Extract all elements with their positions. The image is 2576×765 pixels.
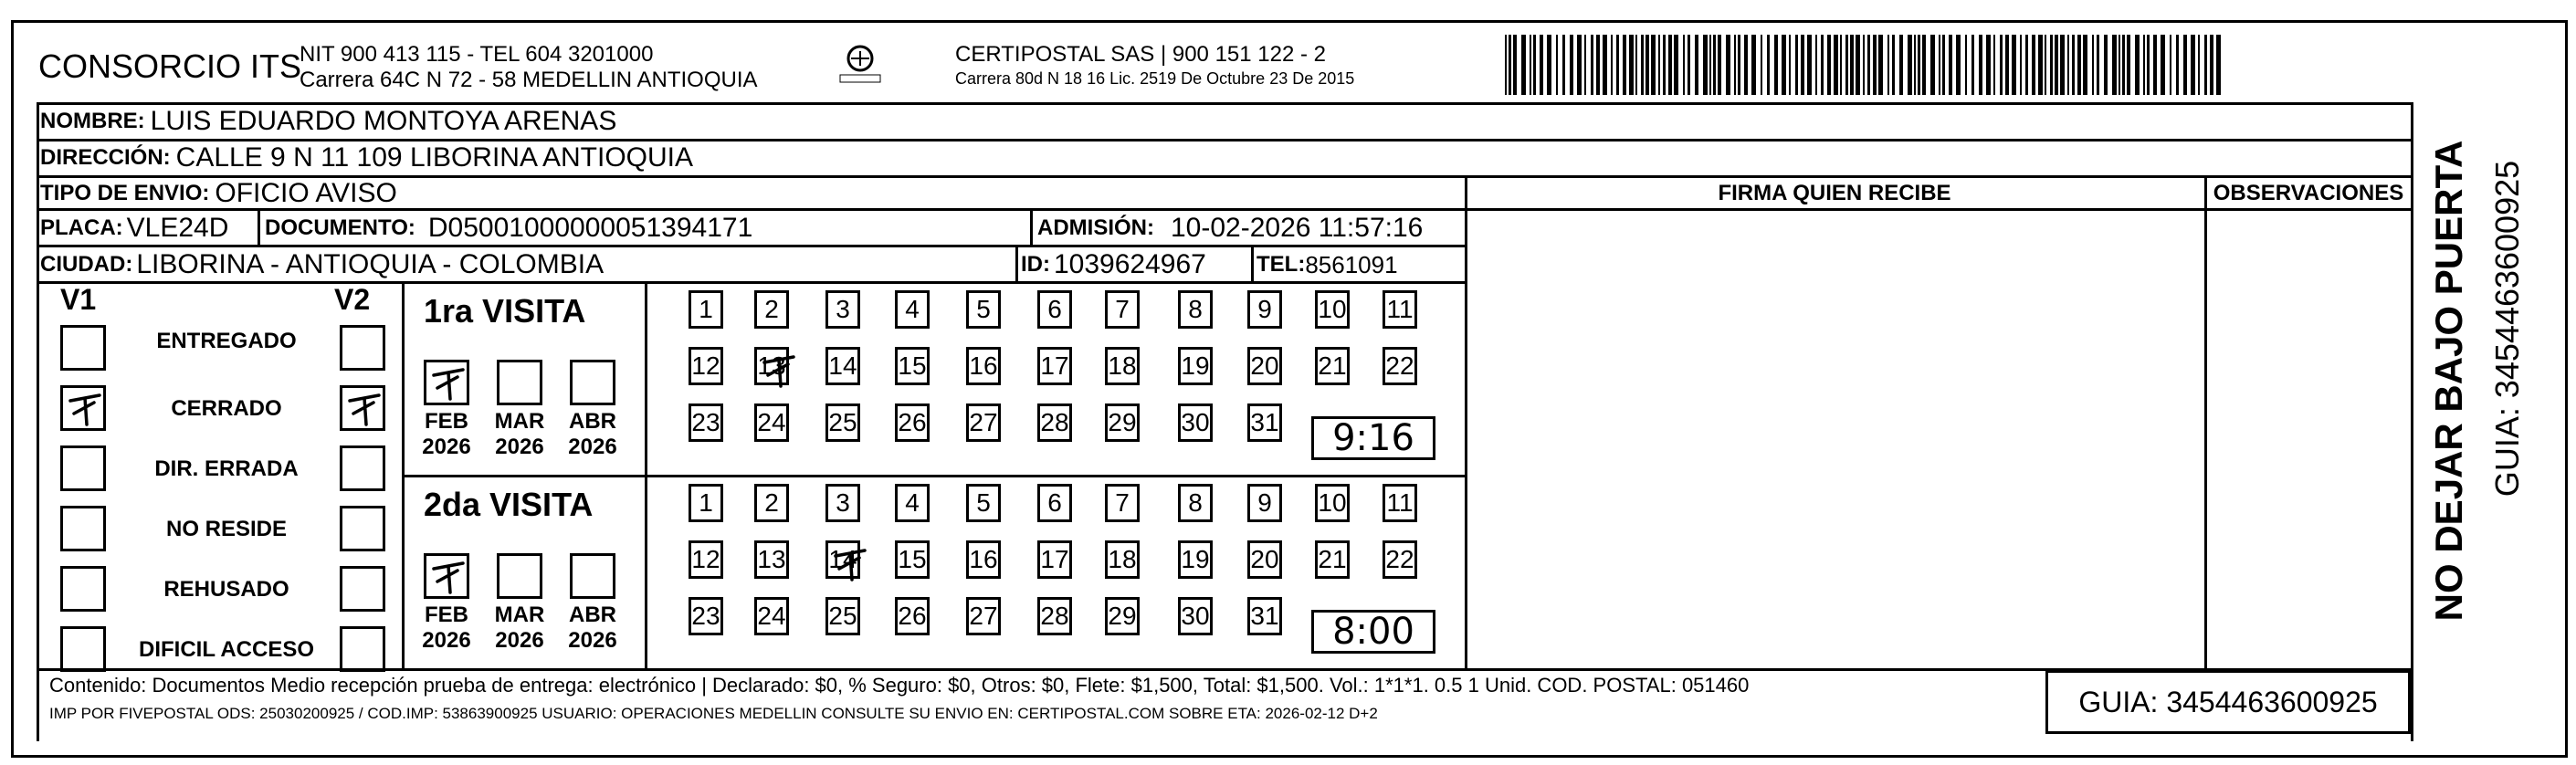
month-year: 2026 [568,435,617,459]
status-label: ENTREGADO [156,329,297,353]
day-cell[interactable] [1383,484,1417,522]
day-number: 19 [1181,545,1210,573]
plate-value: VLE24D [126,213,229,243]
company-nit: NIT 900 413 115 - TEL 604 3201000 [300,42,654,67]
check-mark-icon [67,390,105,428]
signature-header: FIRMA QUIEN RECIBE [1718,181,1951,205]
day-number: 26 [898,408,927,436]
day-number: 8 [1188,488,1203,517]
month-checkbox[interactable] [497,360,542,405]
day-cell[interactable] [1383,347,1417,385]
side-guia: GUIA: 3454463600925 [2488,160,2526,498]
day-number: 31 [1250,602,1279,630]
day-cell[interactable] [825,347,860,385]
observations-header: OBSERVACIONES [2213,181,2404,205]
day-number: 11 [1386,295,1414,323]
day-cell[interactable] [825,484,860,522]
day-cell[interactable] [1315,484,1350,522]
day-cell[interactable] [895,540,930,579]
city-label: CIUDAD: [40,252,133,277]
day-number: 28 [1040,408,1069,436]
admission-label: ADMISIÓN: [1037,215,1154,240]
month-checkbox[interactable] [570,360,615,405]
status-v1-checkbox[interactable] [60,566,106,612]
left-rule [37,102,39,741]
day-number: 12 [691,351,720,380]
day-number: 22 [1385,351,1414,380]
day-cell[interactable] [895,484,930,522]
id-label: ID: [1021,252,1050,277]
status-v1-checkbox[interactable] [60,445,106,491]
day-cell[interactable] [1315,347,1350,385]
day-cell[interactable] [689,347,723,385]
month-label [488,603,552,654]
observations-col-rule [2204,175,2207,668]
status-v2-checkbox[interactable] [340,325,385,371]
day-number: 6 [1047,295,1062,323]
day-number: 1 [699,295,713,323]
day-cell[interactable] [1178,484,1213,522]
id-value: 1039624967 [1054,249,1206,279]
document-label: DOCUMENTO: [265,215,415,240]
day-number: 2 [764,488,779,517]
admission-cell [1037,210,1423,246]
day-cell[interactable] [1178,540,1213,579]
day-cell[interactable] [1037,597,1072,635]
name-value: LUIS EDUARDO MONTOYA ARENAS [150,106,617,136]
tel-value: 8561091 [1305,250,1398,278]
carrier-address: Carrera 80d N 18 16 Lic. 2519 De Octubre 23 De 2015 [955,69,1355,88]
shipping-type-label: TIPO DE ENVIO: [40,181,210,205]
day-cell[interactable] [754,403,789,442]
rule [1015,245,1018,281]
day-cell[interactable] [1178,597,1213,635]
day-cell[interactable] [689,290,723,329]
day-number: 30 [1181,602,1210,630]
day-cell[interactable] [895,403,930,442]
v2-label: V2 [334,283,371,316]
visit-time: 8:00 [1332,611,1414,653]
month-name: FEB [425,409,468,434]
day-number: 5 [976,488,991,517]
document-cell [265,210,752,246]
day-number: 29 [1108,408,1137,436]
barcode [1505,35,2226,95]
company-address: Carrera 64C N 72 - 58 MEDELLIN ANTIOQUIA [300,68,758,92]
day-number: 12 [691,545,720,573]
day-cell[interactable] [966,484,1001,522]
day-cell[interactable] [754,597,789,635]
day-cell[interactable] [1247,403,1282,442]
rule [1030,208,1033,245]
day-number: 11 [1386,488,1414,517]
signature-col-rule [1465,175,1467,668]
day-cell[interactable] [1383,290,1417,329]
plate-label: PLACA: [40,215,123,240]
day-cell[interactable] [825,540,860,579]
month-year: 2026 [422,435,471,459]
visit-1-title: 1ra VISITA [424,292,586,330]
month-name: ABR [569,409,616,434]
day-number: 9 [1257,488,1272,517]
month-year: 2026 [568,628,617,653]
day-number: 18 [1108,351,1137,380]
day-number: 16 [969,351,998,380]
day-number: 6 [1047,488,1062,517]
side-warning: NO DEJAR BAJO PUERTA [2427,140,2470,622]
status-v1-checkbox[interactable] [60,385,106,431]
month-checkbox[interactable] [424,360,469,405]
visit-time-box[interactable] [1311,610,1435,654]
day-number: 21 [1318,351,1347,380]
id-cell [1021,246,1206,283]
document-value: D05001000000051394171 [427,213,753,243]
rule [258,208,260,245]
month-name: ABR [569,603,616,627]
month-checkbox[interactable] [497,553,542,599]
day-cell[interactable] [895,347,930,385]
visit-time: 9:16 [1332,417,1414,459]
address-value: CALLE 9 N 11 109 LIBORINA ANTIOQUIA [175,142,694,173]
day-cell[interactable] [1247,347,1282,385]
day-cell[interactable] [1105,403,1140,442]
day-number: 24 [757,408,786,436]
day-number: 18 [1108,545,1137,573]
day-number: 13 [757,351,786,380]
day-cell[interactable] [1105,290,1140,329]
day-number: 14 [828,351,857,380]
footer-content: Contenido: Documentos Medio recepción prueba de entrega: electrónico | Declarado: $0, % Seguro: $0, Otros: $0, Flete: $1,500, Total: $1,500. Vol.: 1*1*1. 0.5 1 Unid. COD. POSTAL: 051460 [49,674,1750,697]
day-number: 10 [1318,488,1347,517]
day-number: 27 [969,602,998,630]
tel-label: TEL: [1256,252,1306,277]
tel-cell [1256,246,1398,283]
day-cell[interactable] [1105,347,1140,385]
month-label [561,409,625,460]
day-number: 15 [898,545,927,573]
day-number: 29 [1108,602,1137,630]
day-cell[interactable] [895,290,930,329]
day-cell[interactable] [825,403,860,442]
day-cell[interactable] [1247,290,1282,329]
day-number: 21 [1318,545,1347,573]
day-number: 13 [757,545,786,573]
status-v2-checkbox[interactable] [340,506,385,551]
day-cell[interactable] [1247,484,1282,522]
admission-value: 10-02-2026 11:57:16 [1171,213,1424,243]
day-number: 7 [1115,295,1130,323]
day-number: 8 [1188,295,1203,323]
right-rule [2411,102,2413,741]
carrier-name: CERTIPOSTAL SAS | 900 151 122 - 2 [955,42,1326,67]
day-number: 17 [1040,545,1069,573]
day-number: 26 [898,602,927,630]
city-cell [40,246,604,283]
day-cell[interactable] [689,540,723,579]
day-number: 30 [1181,408,1210,436]
day-cell[interactable] [1037,403,1072,442]
day-cell[interactable] [825,290,860,329]
day-number: 23 [691,408,720,436]
day-cell[interactable] [689,597,723,635]
month-name: FEB [425,603,468,627]
day-cell[interactable] [754,484,789,522]
logo-icon [833,40,888,95]
city-value: LIBORINA - ANTIOQUIA - COLOMBIA [136,249,605,279]
day-number: 15 [898,351,927,380]
name-row [40,104,616,139]
day-cell[interactable] [1315,540,1350,579]
month-checkbox[interactable] [570,553,615,599]
day-number: 3 [836,295,850,323]
rule [37,281,1467,284]
day-cell[interactable] [754,540,789,579]
day-number: 1 [699,488,713,517]
day-cell[interactable] [966,347,1001,385]
guia-box [2045,670,2411,734]
footer-print-info: IMP POR FIVEPOSTAL ODS: 25030200925 / COD.IMP: 53863900925 USUARIO: OPERACIONES MEDELLIN CONSULTE SU ENVIO EN: CERTIPOSTAL.COM SOBRE ETA: 2026-02-12 D+2 [49,705,1378,722]
day-cell[interactable] [966,597,1001,635]
day-number: 20 [1250,351,1279,380]
day-number: 2 [764,295,779,323]
day-cell[interactable] [1037,347,1072,385]
day-number: 14 [828,545,857,573]
month-label [415,603,478,654]
rule [1251,245,1254,281]
day-cell[interactable] [1383,540,1417,579]
day-number: 7 [1115,488,1130,517]
day-number: 19 [1181,351,1210,380]
day-cell[interactable] [1105,540,1140,579]
day-cell[interactable] [1105,484,1140,522]
day-number: 17 [1040,351,1069,380]
day-cell[interactable] [754,290,789,329]
check-mark-icon [430,364,468,403]
status-label: CERRADO [171,396,282,421]
day-number: 28 [1040,602,1069,630]
check-mark-icon [346,390,384,428]
day-number: 25 [828,408,857,436]
month-label [561,603,625,654]
month-year: 2026 [495,435,544,459]
day-cell[interactable] [689,484,723,522]
day-number: 31 [1250,408,1279,436]
day-number: 9 [1257,295,1272,323]
day-number: 24 [757,602,786,630]
month-label [488,409,552,460]
v1-label: V1 [60,283,97,316]
day-cell[interactable] [754,347,789,385]
month-label [415,409,478,460]
visit-time-box[interactable] [1311,416,1435,460]
day-number: 23 [691,602,720,630]
day-cell[interactable] [825,597,860,635]
status-label: REHUSADO [163,577,289,602]
shipping-type-value: OFICIO AVISO [215,178,397,208]
day-cell[interactable] [1247,597,1282,635]
day-number: 4 [905,295,920,323]
day-cell[interactable] [1178,290,1213,329]
status-label: NO RESIDE [165,517,288,541]
plate-cell [40,210,228,246]
status-v1-checkbox[interactable] [60,506,106,551]
name-label: NOMBRE: [40,109,145,133]
day-number: 16 [969,545,998,573]
status-v2-checkbox[interactable] [340,566,385,612]
day-cell[interactable] [1178,347,1213,385]
day-cell[interactable] [1105,597,1140,635]
day-cell[interactable] [1037,484,1072,522]
day-number: 10 [1318,295,1347,323]
status-label: DIR. ERRADA [154,456,299,481]
check-mark-icon [832,545,870,583]
month-year: 2026 [422,628,471,653]
guia-value: GUIA: 3454463600925 [2078,685,2378,718]
visit-divider [402,475,1467,477]
day-cell[interactable] [966,540,1001,579]
check-mark-icon [430,558,468,596]
check-mark-icon [761,351,799,390]
address-row [40,141,693,175]
month-year: 2026 [495,628,544,653]
day-number: 4 [905,488,920,517]
day-cell[interactable] [1178,403,1213,442]
certipostal-logo [833,40,888,95]
day-number: 22 [1385,545,1414,573]
status-v2-checkbox[interactable] [340,445,385,491]
day-cell[interactable] [966,403,1001,442]
company-name: CONSORCIO ITS [38,47,302,85]
day-cell[interactable] [966,290,1001,329]
barcode-icon [1505,35,2226,95]
day-cell[interactable] [1037,290,1072,329]
day-number: 20 [1250,545,1279,573]
status-label: DIFICIL ACCESO [138,637,314,662]
status-v2-checkbox[interactable] [340,626,385,672]
day-number: 27 [969,408,998,436]
day-cell[interactable] [1037,540,1072,579]
status-v1-checkbox[interactable] [60,626,106,672]
address-label: DIRECCIÓN: [40,145,171,170]
day-number: 3 [836,488,850,517]
day-cell[interactable] [1315,290,1350,329]
month-name: MAR [494,603,545,627]
month-checkbox[interactable] [424,553,469,599]
day-cell[interactable] [1247,540,1282,579]
status-v1-checkbox[interactable] [60,325,106,371]
day-number: 5 [976,295,991,323]
visit-2-title: 2da VISITA [424,486,594,523]
shipping-type-row [40,177,397,210]
status-v2-checkbox[interactable] [340,385,385,431]
month-name: MAR [494,409,545,434]
day-number: 25 [828,602,857,630]
day-cell[interactable] [895,597,930,635]
day-cell[interactable] [689,403,723,442]
